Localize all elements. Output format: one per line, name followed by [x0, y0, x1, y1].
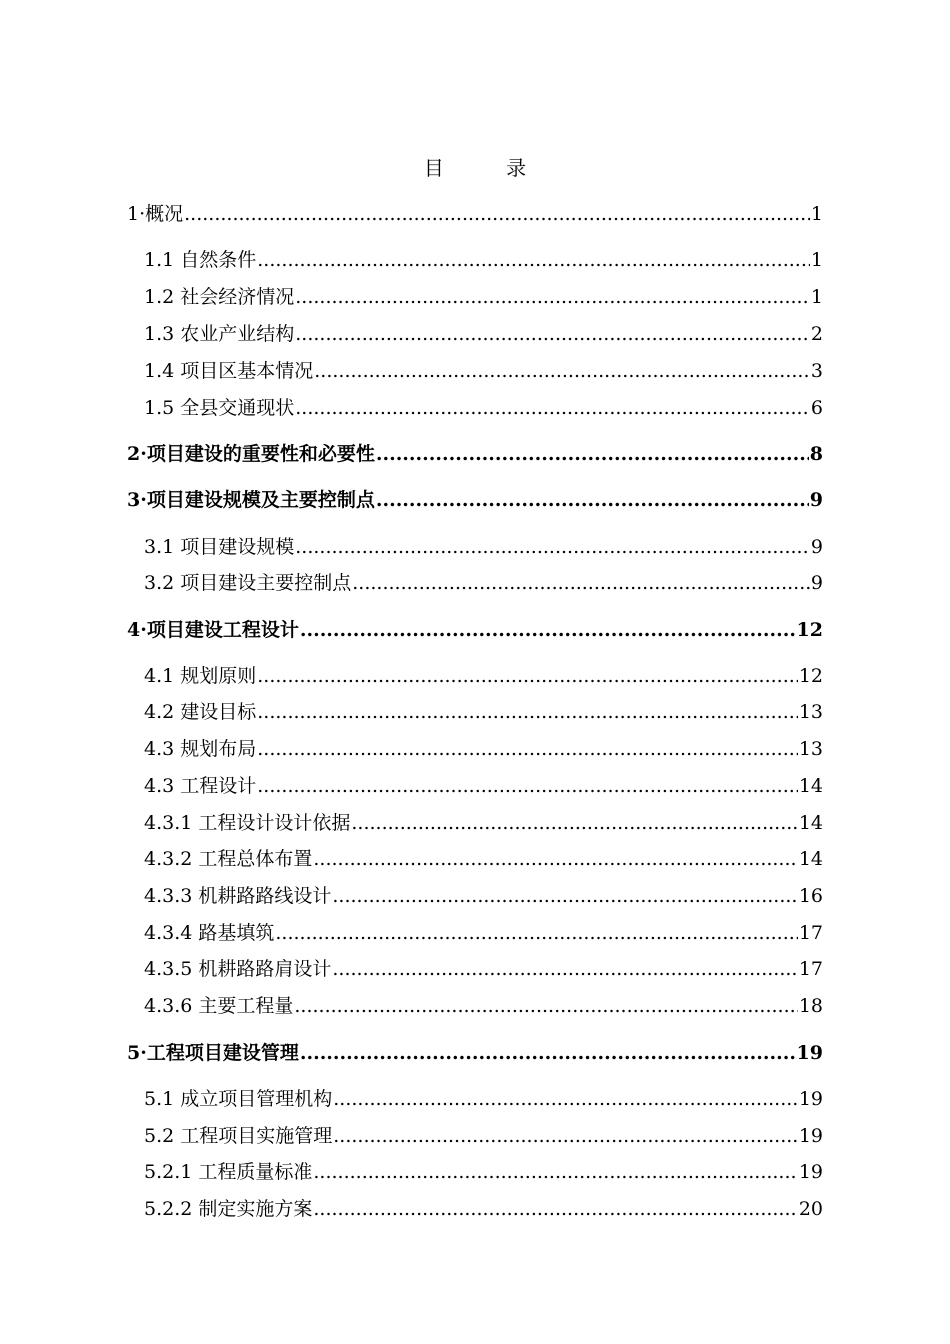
toc-dot-leader: [257, 700, 798, 724]
toc-dot-leader: [313, 1160, 797, 1184]
toc-page-number: 6: [810, 397, 823, 419]
toc-page-number: 14: [798, 775, 823, 797]
toc-page-number: 8: [809, 443, 823, 465]
toc-entry-label: 5.2.2 制定实施方案: [144, 1198, 313, 1220]
toc-dot-leader: [295, 396, 810, 420]
toc-entry[interactable]: [144, 700, 823, 724]
toc-entry[interactable]: [144, 359, 823, 383]
toc-page-number: 16: [798, 885, 823, 907]
toc-entry[interactable]: [144, 774, 823, 798]
toc-page-number: 9: [810, 536, 823, 558]
toc-dot-leader: [376, 488, 809, 512]
toc-page-number: 12: [798, 665, 823, 687]
toc-entry-label: 4.3.3 机耕路路线设计: [144, 885, 332, 907]
toc-entry-label: 4.3.5 机耕路路肩设计: [144, 958, 332, 980]
toc-page-number: 19: [798, 1125, 823, 1147]
toc-page-number: 20: [798, 1198, 823, 1220]
toc-page-number: 14: [798, 812, 823, 834]
toc-entry[interactable]: [144, 1124, 823, 1148]
toc-dot-leader: [275, 921, 797, 945]
toc-entry[interactable]: [144, 571, 823, 595]
toc-dot-leader: [333, 1124, 798, 1148]
toc-entry-label: 4.3 规划布局: [144, 738, 257, 760]
toc-entry-label: 3·项目建设规模及主要控制点: [127, 489, 375, 511]
toc-entry[interactable]: [144, 322, 823, 346]
toc-entry-label: 4.3.4 路基填筑: [144, 922, 275, 944]
toc-entry[interactable]: [127, 202, 823, 226]
toc-dot-leader: [313, 1197, 797, 1221]
toc-entry[interactable]: [144, 994, 823, 1018]
toc-entry[interactable]: [144, 1197, 823, 1221]
toc-dot-leader: [351, 811, 797, 835]
toc-entry-label: 1.5 全县交通现状: [144, 397, 295, 419]
toc-entry[interactable]: [144, 811, 823, 835]
toc-dot-leader: [332, 957, 797, 981]
toc-page-number: 18: [798, 995, 823, 1017]
toc-entry[interactable]: [144, 535, 823, 559]
toc-entry[interactable]: [144, 248, 823, 272]
toc-dot-leader: [257, 664, 798, 688]
toc-dot-leader: [257, 774, 798, 798]
toc-entry[interactable]: [127, 488, 823, 512]
toc-page-number: 14: [798, 848, 823, 870]
toc-entry-label: 3.1 项目建设规模: [144, 536, 295, 558]
toc-entry-label: 5.1 成立项目管理机构: [144, 1088, 333, 1110]
toc-dot-leader: [294, 994, 797, 1018]
toc-page-number: 13: [798, 738, 823, 760]
toc-dot-leader: [300, 1041, 796, 1065]
toc-entry[interactable]: [144, 884, 823, 908]
toc-entry-label: 5.2.1 工程质量标准: [144, 1161, 313, 1183]
toc-dot-leader: [314, 359, 810, 383]
toc-page-number: 17: [798, 958, 823, 980]
toc-entry-label: 5.2 工程项目实施管理: [144, 1125, 333, 1147]
toc-page-number: 19: [796, 1042, 823, 1064]
toc-dot-leader: [313, 847, 797, 871]
toc-page-number: 1: [810, 249, 823, 271]
toc-entry[interactable]: [144, 285, 823, 309]
toc-entry-label: 1.1 自然条件: [144, 249, 257, 271]
toc-entry[interactable]: [127, 442, 823, 466]
toc-entry-label: 2·项目建设的重要性和必要性: [127, 443, 375, 465]
toc-page-number: 19: [798, 1088, 823, 1110]
toc-page-number: 1: [810, 203, 823, 225]
toc-page-number: 9: [809, 489, 823, 511]
toc-entry[interactable]: [144, 396, 823, 420]
toc-page-number: 1: [810, 286, 823, 308]
toc-entry-label: 4.3.2 工程总体布置: [144, 848, 313, 870]
toc-entry[interactable]: [127, 1041, 823, 1065]
toc-page-number: 19: [798, 1161, 823, 1183]
toc-entry[interactable]: [144, 847, 823, 871]
toc-entry-label: 3.2 项目建设主要控制点: [144, 572, 352, 594]
toc-entry[interactable]: [127, 618, 823, 642]
toc-entry[interactable]: [144, 1160, 823, 1184]
toc-entry[interactable]: [144, 737, 823, 761]
toc-dot-leader: [257, 248, 810, 272]
toc-page-number: 17: [798, 922, 823, 944]
toc-entry-label: 4.3.1 工程设计设计依据: [144, 812, 351, 834]
toc-page-number: 13: [798, 701, 823, 723]
toc-page-number: 2: [810, 323, 823, 345]
toc-entry-label: 4.3 工程设计: [144, 775, 257, 797]
toc-entry-label: 1.3 农业产业结构: [144, 323, 295, 345]
toc-dot-leader: [376, 442, 809, 466]
toc-page-number: 9: [810, 572, 823, 594]
toc-dot-leader: [295, 285, 810, 309]
toc-dot-leader: [333, 1087, 798, 1111]
toc-entry-label: 5·工程项目建设管理: [127, 1042, 299, 1064]
toc-entry-label: 1.2 社会经济情况: [144, 286, 295, 308]
toc-entry-label: 4.1 规划原则: [144, 665, 257, 687]
toc-entry-label: 4.2 建设目标: [144, 701, 257, 723]
toc-entry-label: 4·项目建设工程设计: [127, 619, 299, 641]
toc-dot-leader: [352, 571, 810, 595]
toc-title: 目 录: [423, 156, 555, 180]
toc-dot-leader: [184, 202, 810, 226]
toc-dot-leader: [300, 618, 796, 642]
toc-entry-label: 4.3.6 主要工程量: [144, 995, 294, 1017]
toc-entry[interactable]: [144, 664, 823, 688]
toc-page-number: 3: [810, 360, 823, 382]
toc-entry[interactable]: [144, 1087, 823, 1111]
toc-entry-label: 1·概况: [127, 203, 184, 225]
toc-entry[interactable]: [144, 957, 823, 981]
toc-dot-leader: [295, 535, 810, 559]
toc-entry-label: 1.4 项目区基本情况: [144, 360, 314, 382]
toc-dot-leader: [332, 884, 797, 908]
toc-entry[interactable]: [144, 921, 823, 945]
toc-dot-leader: [295, 322, 810, 346]
toc-page-number: 12: [796, 619, 823, 641]
toc-dot-leader: [257, 737, 798, 761]
